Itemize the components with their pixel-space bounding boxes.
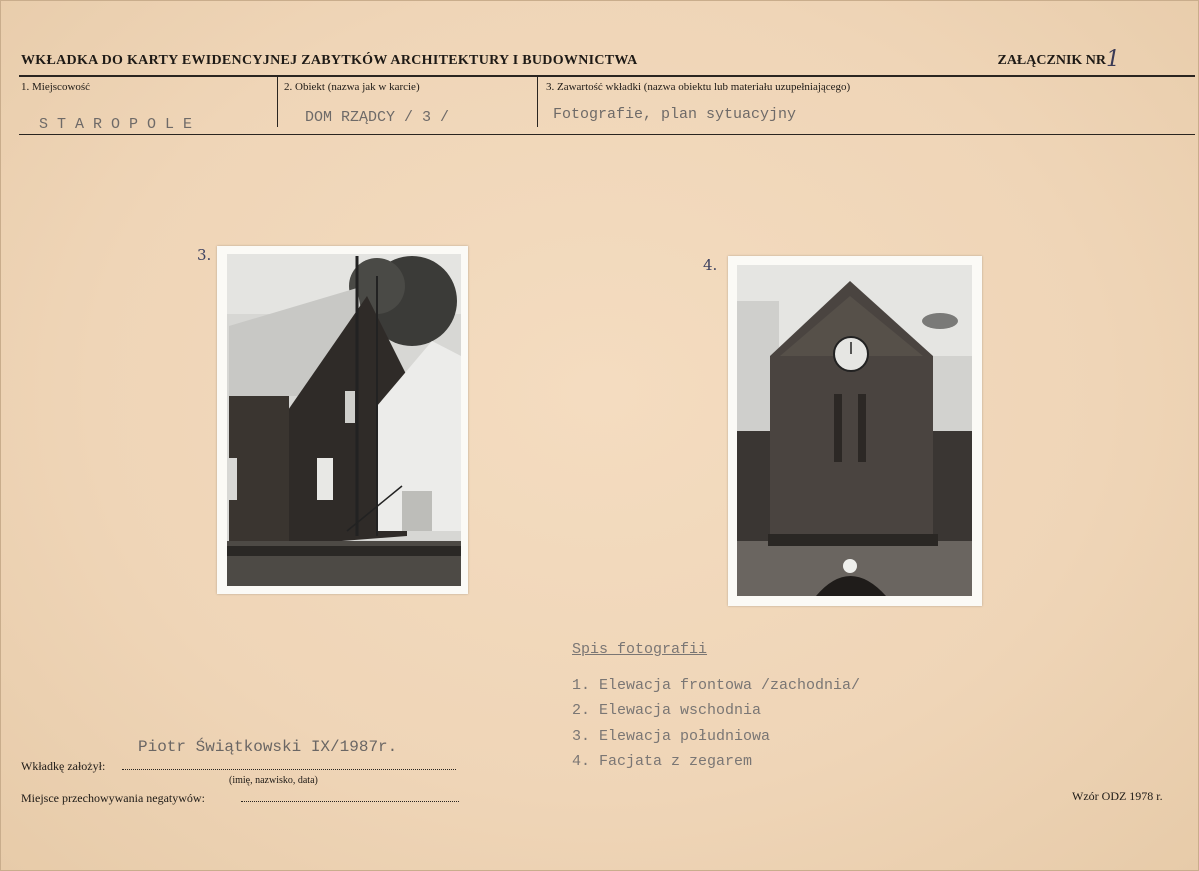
photo-3-image [217, 246, 468, 594]
created-by-value: Piotr Świątkowski IX/1987r. [138, 738, 398, 756]
document-title: WKŁADKA DO KARTY EWIDENCYJNEJ ZABYTKÓW ARCHITEKTURY I BUDOWNICTWA [21, 53, 638, 68]
created-by-hint: (imię, nazwisko, data) [229, 775, 318, 786]
list-item: 3. Elewacja południowa [572, 728, 771, 745]
column-divider-2 [537, 77, 538, 127]
photo-4 [728, 256, 982, 606]
field-label-object: 2. Obiekt (nazwa jak w karcie) [284, 81, 420, 93]
negatives-location-line [241, 801, 459, 802]
field-value-locality: STAROPOLE [39, 116, 202, 133]
photo-number-3: 3. [197, 246, 212, 264]
annex-label: ZAŁĄCZNIK NR [997, 53, 1106, 68]
created-by-label: Wkładkę założył: [21, 759, 106, 773]
photo-list-title: Spis fotografii [572, 641, 708, 658]
field-label-locality: 1. Miejscowość [21, 81, 91, 93]
photo-3 [217, 246, 468, 594]
header-rule-bottom [19, 134, 1195, 135]
list-item: 4. Facjata z zegarem [572, 753, 753, 770]
field-value-contents: Fotografie, plan sytuacyjny [553, 106, 797, 123]
column-divider-1 [277, 77, 278, 127]
field-label-contents: 3. Zawartość wkładki (nazwa obiektu lub materiału uzupełniającego) [546, 81, 851, 93]
header-rule-top [19, 75, 1195, 77]
field-value-object: DOM RZĄDCY / 3 / [305, 109, 450, 126]
form-template-label: Wzór ODZ 1978 r. [1072, 789, 1163, 803]
photo-4-image [728, 256, 982, 606]
created-by-line [122, 769, 456, 770]
negatives-location-label: Miejsce przechowywania negatywów: [21, 791, 205, 805]
list-item: 1. Elewacja frontowa /zachodnia/ [572, 677, 861, 694]
annex-number: 1 [1106, 47, 1120, 72]
list-item: 2. Elewacja wschodnia [572, 702, 762, 719]
photo-number-4: 4. [703, 256, 718, 274]
